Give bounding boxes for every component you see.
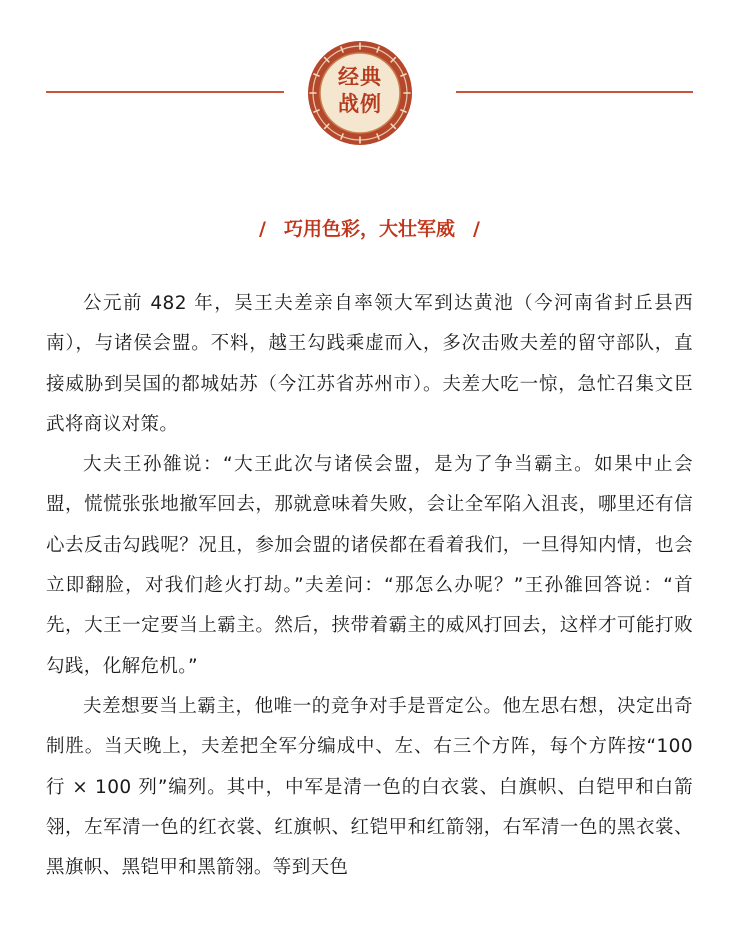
title-slash-right: / [473, 218, 480, 240]
paragraph-3: 夫差想要当上霸主，他唯一的竞争对手是晋定公。他左思右想，决定出奇制胜。当天晚上，夫差把全军分编成中、左、右三个方阵，每个方阵按“100 行 × 100 列”编列。其中，中军是清一色的白衣裳、白旗帜、白铠甲和白箭翎，左军清一色的红衣裳、红旗帜、红铠甲和红箭翎，右军清一色的黑衣裳、黑旗帜、黑铠甲和黑箭翎。等到天色 [46, 695, 693, 879]
paragraph-2: 大夫王孙雒说：“大王此次与诸侯会盟，是为了争当霸主。如果中止会盟，慌慌张张地撤军回去，那就意味着失败，会让全军陷入沮丧，哪里还有信心去反击勾践呢？况且，参加会盟的诸侯都在看着我们，一旦得知内情，也会立即翻脸，对我们趁火打劫。”夫差问：“那怎么办呢？”王孙雒回答说：“首先，大王一定要当上霸主。然后，挟带着霸主的威风打回去，这样才可能打败勾践，化解危机。” [46, 454, 693, 677]
right-divider [456, 91, 693, 93]
section-title [0, 214, 739, 244]
header-emblem-row [0, 38, 739, 148]
badge-text [305, 63, 415, 117]
title-slash-left: / [259, 218, 266, 240]
left-divider [46, 91, 284, 93]
paragraph-1: 公元前 482 年，吴王夫差亲自率领大军到达黄池（今河南省封丘县西南），与诸侯会盟。不料，越王勾践乘虚而入，多次击败夫差的留守部队，直接威胁到吴国的都城姑苏（今江苏省苏州市）。夫差大吃一惊，急忙召集文臣武将商议对策。 [46, 293, 693, 435]
classic-battle-badge [305, 38, 415, 148]
badge-line-1: 经典 [338, 64, 382, 89]
section-title-text: 巧用色彩，大壮军威 [283, 218, 455, 240]
article-body [46, 284, 693, 888]
badge-line-2: 战例 [338, 91, 382, 116]
